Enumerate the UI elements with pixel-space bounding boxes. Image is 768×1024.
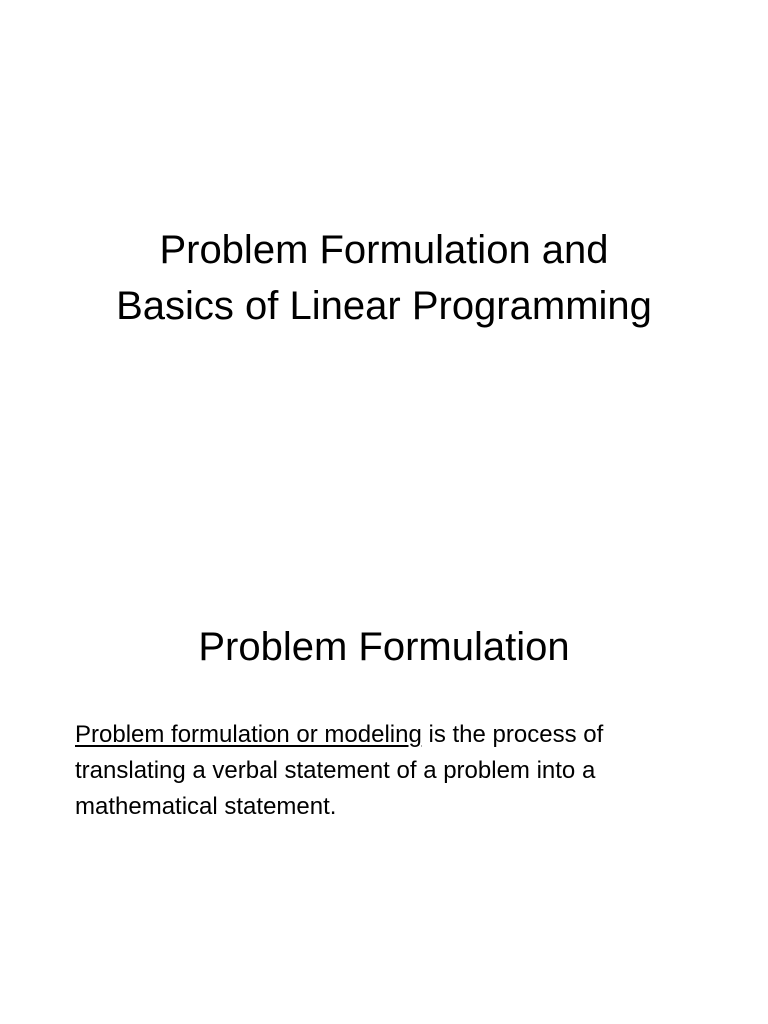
content-slide (0, 512, 768, 1024)
defined-term: Problem formulation or modeling (75, 721, 422, 748)
title-line-1: Problem Formulation and (159, 228, 609, 272)
title-line-2: Basics of Linear Programming (116, 284, 652, 328)
presentation-title (0, 222, 768, 334)
slide-title: Problem Formulation (198, 625, 570, 669)
definition-paragraph (75, 717, 705, 825)
definition-text: is the process of translating a verbal statement of a problem into a mathematical statement. (75, 721, 604, 820)
